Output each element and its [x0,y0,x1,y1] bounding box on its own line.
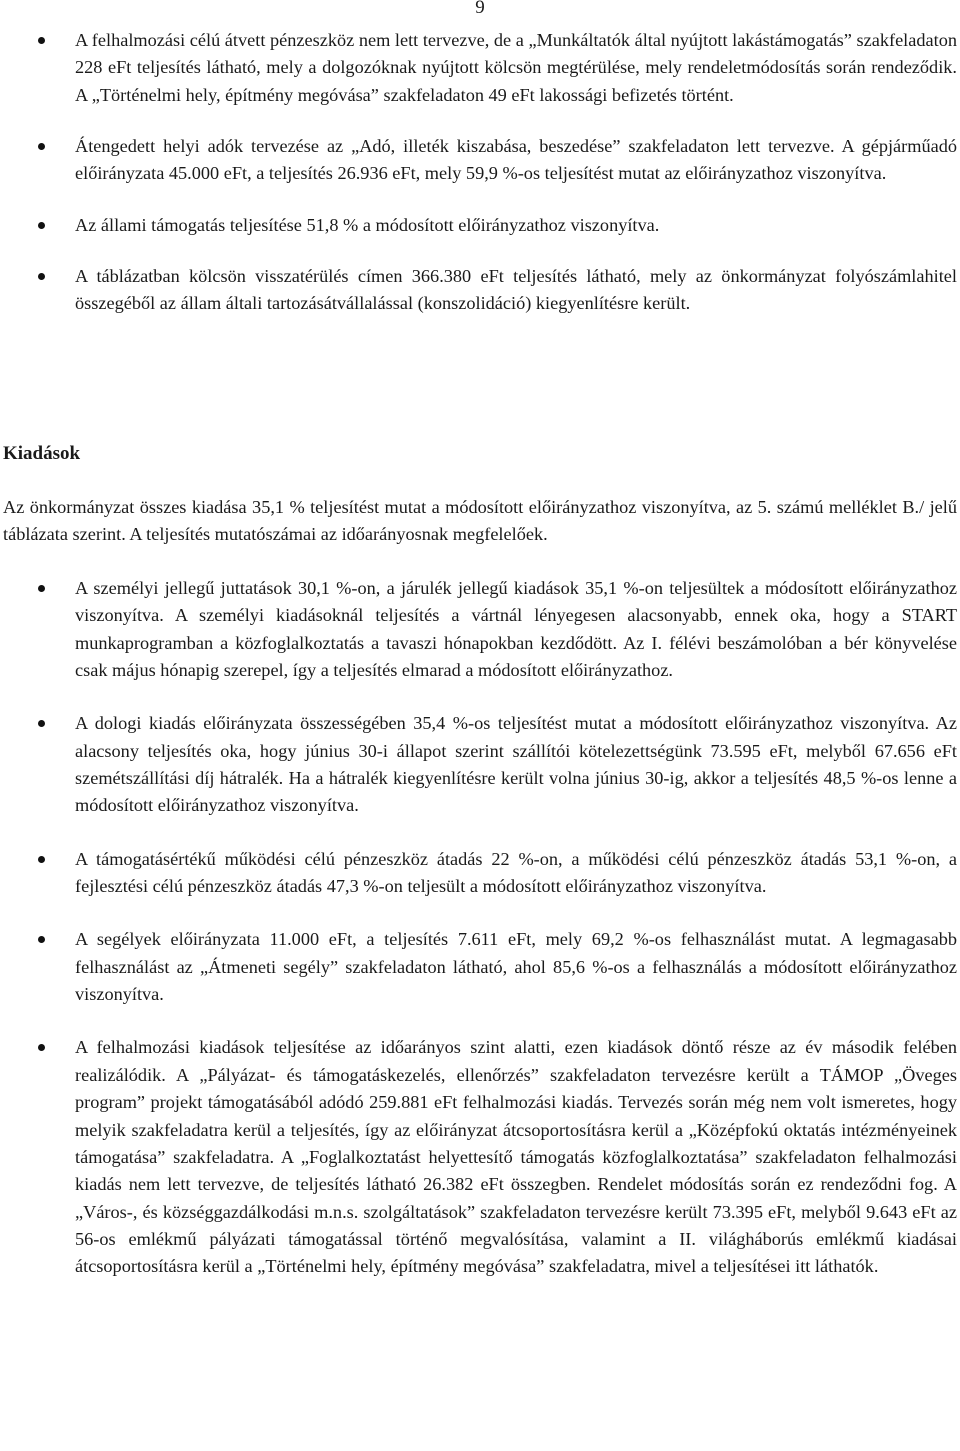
list-item-text: A segélyek előirányzata 11.000 eFt, a teljesítés 7.611 eFt, mely 69,2 %-os felhasználást mutat. A legmagasabb felhasználást az „Átmeneti segély” szakfeladaton látható, ahol 85,6 %-os a felhasználás a módosított előirányzathoz viszonyítva. [75,929,957,1005]
expenditure-bullet-list [0,575,960,1307]
section-heading-kiadasok: Kiadások [3,443,81,464]
bullet-icon [38,720,45,727]
list-item [0,710,960,819]
bullet-icon [38,856,45,863]
list-item [0,926,960,1008]
list-item [0,1034,960,1280]
list-item-text: A személyi jellegű juttatások 30,1 %-on, a járulék jellegű kiadások 35,1 %-on teljesültek a módosított előirányzathoz viszonyítva. A személyi kiadásoknál teljesítés a vártnál lényegesen alacsonyabb, ennek oka, hogy a START munkaprogramban a közfoglalkoztatás a tavaszi hónapokban kezdődött. Az I. félévi beszámolóban a bér könyvelése csak május hónapig szerepel, így a teljesítés elmarad a módosított előirányzathoz. [75,578,957,681]
list-item [0,133,960,188]
list-item-text: A táblázatban kölcsön visszatérülés címen 366.380 eFt teljesítés látható, mely az önkormányzat folyószámlahitel összegéből az állam általi tartozásátvállalással (konszolidáció) kiegyenlítésre került. [75,266,957,314]
list-item-text: Átengedett helyi adók tervezése az „Adó, illeték kiszabása, beszedése” szakfeladaton lett tervezve. A gépjárműadó előirányzata 45.000 eFt, a teljesítés 26.936 eFt, mely 59,9 %-os teljesítést mutat az előirányzathoz viszonyítva. [75,136,957,184]
bullet-icon [38,222,45,229]
bullet-icon [38,37,45,44]
bullet-icon [38,585,45,592]
expenditure-intro-paragraph: Az önkormányzat összes kiadása 35,1 % teljesítést mutat a módosított előirányzathoz viszonyítva, az 5. számú melléklet B./ jelű táblázata szerint. A teljesítés mutatószámai az időarányosnak megfelelőek. [3,497,957,545]
revenue-bullet-list [0,27,960,342]
list-item [0,27,960,109]
list-item [0,846,960,901]
bullet-icon [38,273,45,280]
bullet-icon [38,1044,45,1051]
list-item-text: A felhalmozási célú átvett pénzeszköz nem lett tervezve, de a „Munkáltatók által nyújtott lakástámogatás” szakfeladaton 228 eFt teljesítés látható, mely a dolgozóknak nyújtott kölcsön megtérülése, mely rendeletmódosítás során rendeződik. A „Történelmi hely, építmény megóvása” szakfeladaton 49 eFt lakossági befizetés történt. [75,30,957,105]
bullet-icon [38,936,45,943]
page-number: 9 [475,0,485,18]
list-item [0,212,960,239]
list-item-text: Az állami támogatás teljesítése 51,8 % a módosított előirányzathoz viszonyítva. [75,214,660,235]
list-item [0,575,960,684]
bullet-icon [38,143,45,150]
list-item-text: A felhalmozási kiadások teljesítése az időarányos szint alatti, ezen kiadások döntő része az év második felében realizálódik. A „Pályázat- és támogatáskezelés, ellenőrzés” szakfeladaton tervezésre került a TÁMOP „Öveges program” projekt támogatásából adódó 259.881 eFt felhalmozási kiadás. Tervezés során még nem volt ismeretes, hogy melyik szakfeladatra kerül a teljesítés, így az előirányzat átcsoportosításra kerül a „Középfokú oktatás intézményeinek támogatása” szakfeladatra. A „Foglalkoztatást helyettesítő támogatás közfoglalkoztatása” szakfeladaton felhalmozási kiadás nem lett tervezve, de teljesítés látható 26.382 eFt összegben. Rendelet módosítás során ez rendeződni fog. A „Város-, és községgazdálkodási m.n.s. szolgáltatások” szakfeladaton tervezésre került 73.395 eFt, melyből 9.643 eFt az 56-os emlékmű pályázati támogatással történő megvalósítása, valamint a II. világháborús emlékmű kiadásai átcsoportosításra kerül a „Történelmi hely, építmény megóvása” szakfeladatra, mivel a teljesítései itt láthatók. [75,1037,957,1277]
list-item-text: A támogatásértékű működési célú pénzeszköz átadás 22 %-on, a működési célú pénzeszköz átadás 53,1 %-on, a fejlesztési célú pénzeszköz átadás 47,3 %-on teljesült a módosított előirányzathoz viszonyítva. [75,848,957,897]
list-item-text: A dologi kiadás előirányzata összességében 35,4 %-os teljesítést mutat a módosított előirányzathoz viszonyítva. Az alacsony teljesítés oka, hogy június 30-i állapot szerint szállítói kötelezettségünk 73.595 eFt, melyből 67.656 eFt szemétszállítási díj hátralék. Ha a hátralék kiegyenlítésre került volna június 30-ig, akkor a teljesítés 48,5 %-os lenne a módosított előirányzathoz viszonyítva. [75,713,957,816]
list-item [0,263,960,318]
